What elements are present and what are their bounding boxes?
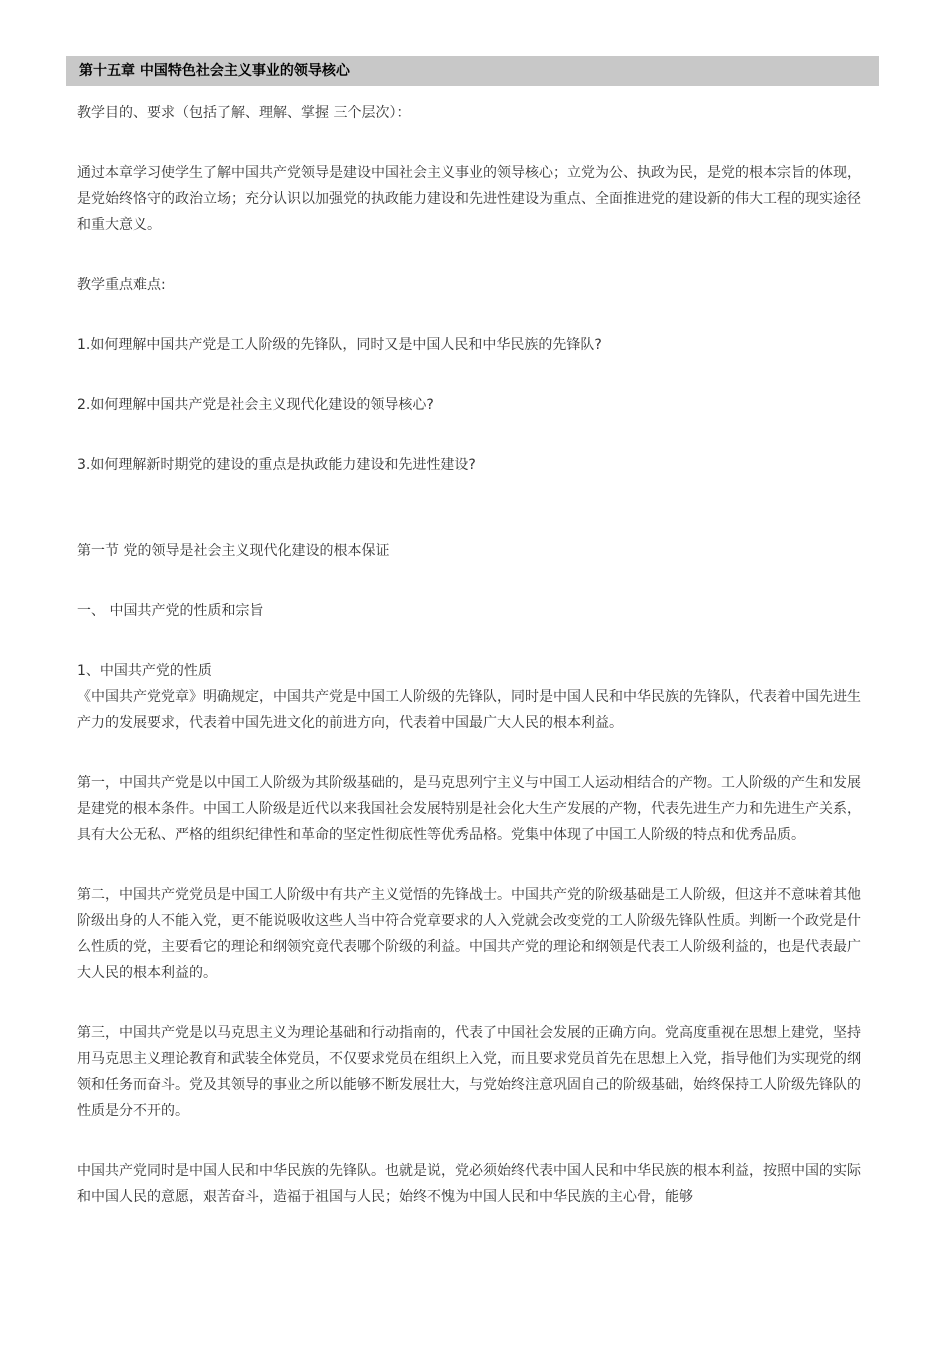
body-paragraph: 《中国共产党党章》明确规定，中国共产党是中国工人阶级的先锋队，同时是中国人民和中华民族的先锋队，代表着中国先进生产力的发展要求，代表着中国先进文化的前进方向，代表着中国最广大人民的根本利益。: [77, 689, 861, 731]
objectives-paragraph: 通过本章学习使学生了解中国共产党领导是建设中国社会主义事业的领导核心；立党为公、执政为民，是党的根本宗旨的体现，是党始终恪守的政治立场；充分认识以加强党的执政能力建设和先进性建设为重点、全面推进党的建设新的伟大工程的现实途径和重大意义。: [77, 165, 861, 233]
objectives-heading: 教学目的、要求（包括了解、理解、掌握 三个层次）：: [77, 105, 411, 121]
section-heading: 第一节 党的领导是社会主义现代化建设的根本保证: [77, 543, 390, 559]
body-paragraph: 第一，中国共产党是以中国工人阶级为其阶级基础的，是马克思列宁主义与中国工人运动相结合的产物。工人阶级的产生和发展是建党的根本条件。中国工人阶级是近代以来我国社会发展特别是社会化大生产发展的产物，代表先进生产力和先进生产关系，具有大公无私、严格的组织纪律性和革命的坚定性彻底性等优秀品格。党集中体现了中国工人阶级的特点和优秀品质。: [77, 775, 861, 843]
body-paragraph: 中国共产党同时是中国人民和中华民族的先锋队。也就是说，党必须始终代表中国人民和中华民族的根本利益，按照中国的实际和中国人民的意愿，艰苦奋斗，造福于祖国与人民；始终不愧为中国人民和中华民族的主心骨，能够: [77, 1163, 861, 1205]
body-paragraph: 第二，中国共产党党员是中国工人阶级中有共产主义觉悟的先锋战士。中国共产党的阶级基础是工人阶级，但这并不意味着其他阶级出身的人不能入党，更不能说吸收这些人当中符合党章要求的人入党就会改变党的工人阶级先锋队性质。判断一个政党是什么性质的党，主要看它的理论和纲领究竟代表哪个阶级的利益。中国共产党的理论和纲领是代表工人阶级利益的，也是代表最广大人民的根本利益的。: [77, 887, 861, 981]
document-body: [77, 100, 861, 1210]
body-paragraph: 第三，中国共产党是以马克思主义为理论基础和行动指南的，代表了中国社会发展的正确方向。党高度重视在思想上建党，坚持用马克思主义理论教育和武装全体党员，不仅要求党员在组织上入党，而且要求党员首先在思想上入党，指导他们为实现党的纲领和任务而奋斗。党及其领导的事业之所以能够不断发展壮大，与党始终注意巩固自己的阶级基础，始终保持工人阶级先锋队的性质是分不开的。: [77, 1025, 861, 1119]
key-point-item: 1.如何理解中国共产党是工人阶级的先锋队，同时又是中国人民和中华民族的先锋队?: [77, 337, 602, 353]
chapter-title: 第十五章 中国特色社会主义事业的领导核心: [66, 56, 879, 86]
subsubsection-heading: 1、中国共产党的性质: [77, 663, 212, 679]
key-points-heading: 教学重点难点:: [77, 277, 166, 293]
subsection-heading: 一、 中国共产党的性质和宗旨: [77, 603, 264, 619]
key-point-item: 2.如何理解中国共产党是社会主义现代化建设的领导核心?: [77, 397, 434, 413]
key-point-item: 3.如何理解新时期党的建设的重点是执政能力建设和先进性建设?: [77, 457, 476, 473]
